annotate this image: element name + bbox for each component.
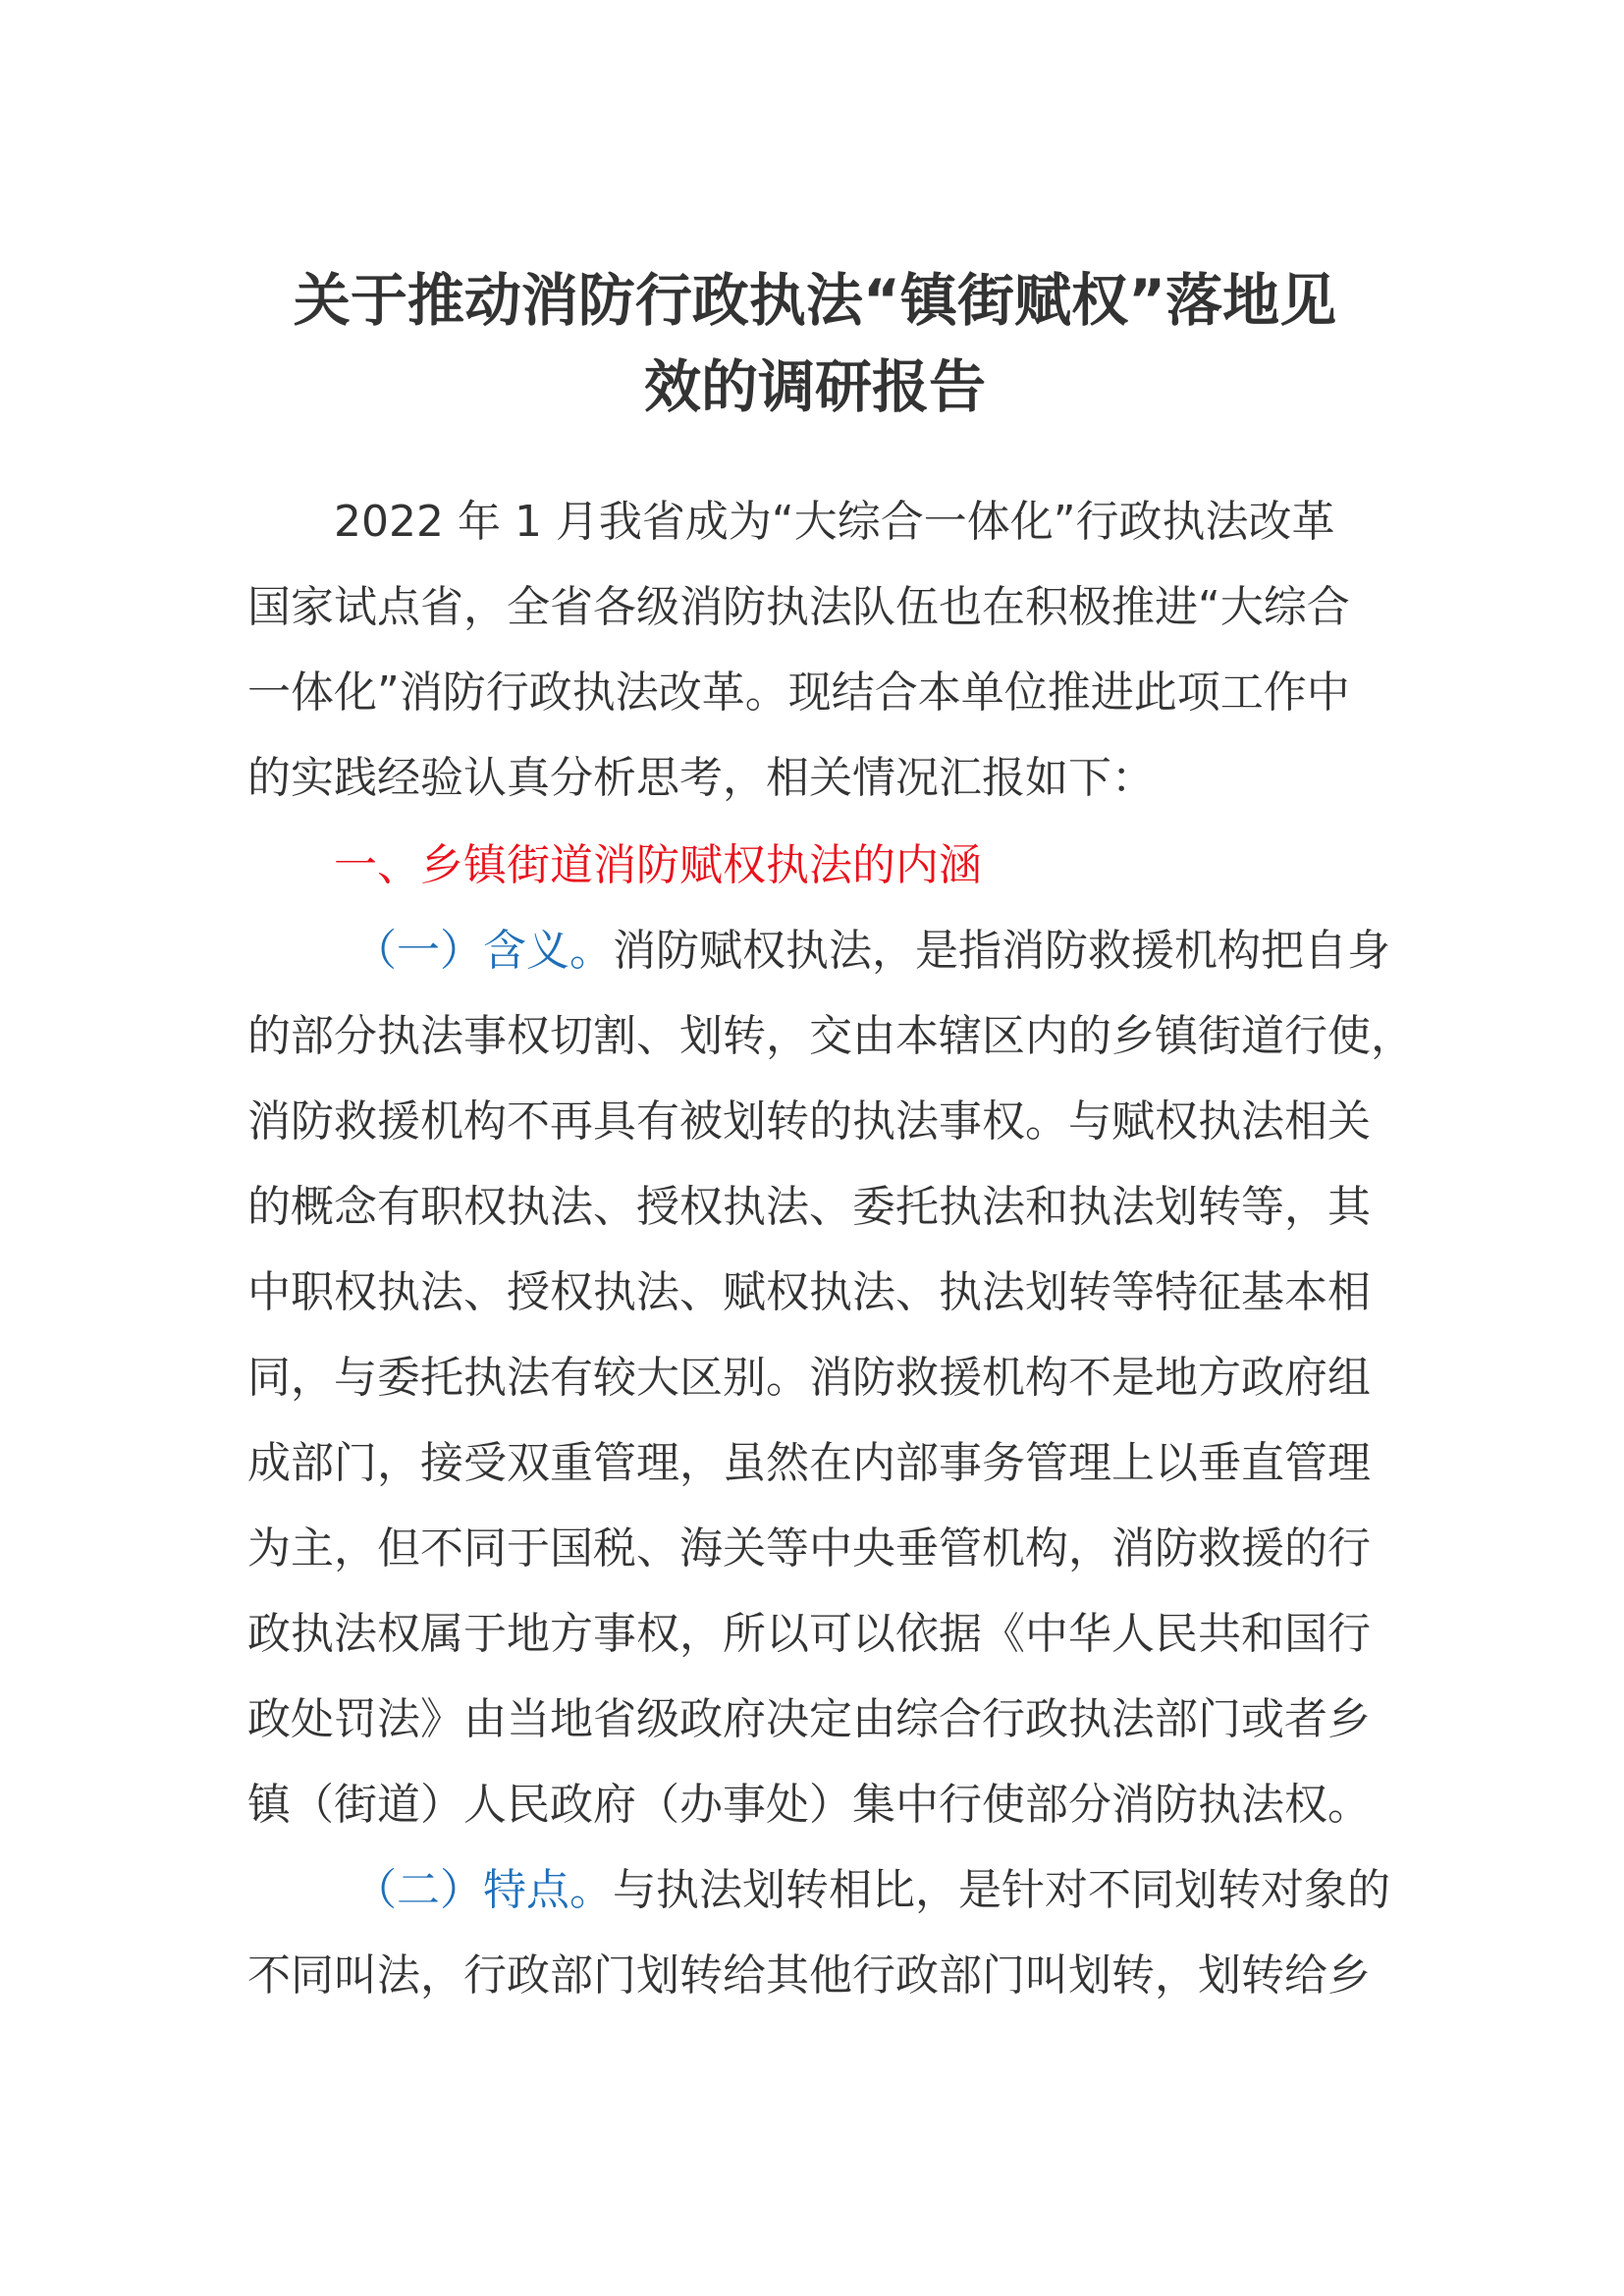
section-heading-1 xyxy=(247,823,1377,908)
document-title xyxy=(245,257,1384,430)
definition-paragraph xyxy=(247,908,1414,1847)
features-line: 不同叫法，行政部门划转给其他行政部门叫划转，划转给乡 xyxy=(247,1950,1371,2001)
section-heading-text: 一、乡镇街道消防赋权执法的内涵 xyxy=(334,840,982,890)
intro-paragraph xyxy=(247,479,1377,821)
definition-line: 的概念有职权执法、授权执法、委托执法和执法划转等，其 xyxy=(247,1182,1371,1232)
features-first-line xyxy=(247,1847,1390,1933)
definition-line: 成部门，接受双重管理，虽然在内部事务管理上以垂直管理 xyxy=(247,1438,1371,1488)
definition-line: 镇（街道）人民政府（办事处）集中行使部分消防执法权。 xyxy=(247,1780,1371,1830)
intro-line: 国家试点省，全省各级消防执法队伍也在积极推进“大综合 xyxy=(247,582,1350,632)
intro-line: 的实践经验认真分析思考，相关情况汇报如下： xyxy=(247,753,1155,803)
definition-line: 为主，但不同于国税、海关等中央垂管机构，消防救援的行 xyxy=(247,1523,1371,1574)
definition-line: 政执法权属于地方事权，所以可以依据《中华人民共和国行 xyxy=(247,1609,1371,1659)
definition-line: 消防救援机构不再具有被划转的执法事权。与赋权执法相关 xyxy=(247,1096,1371,1147)
definition-first-text: 消防赋权执法，是指消防救援机构把自身 xyxy=(613,926,1390,976)
features-paragraph xyxy=(247,1847,1390,2018)
intro-line: 2022 年 1 月我省成为“大综合一体化”行政执法改革 xyxy=(334,497,1335,547)
definition-line: 政处罚法》由当地省级政府决定由综合行政执法部门或者乡 xyxy=(247,1694,1371,1744)
definition-line: 中职权执法、授权执法、赋权执法、执法划转等特征基本相 xyxy=(247,1267,1371,1317)
title-line-1: 关于推动消防行政执法“镇街赋权”落地见 xyxy=(293,267,1337,334)
title-line-2: 效的调研报告 xyxy=(643,353,986,420)
features-first-text: 与执法划转相比，是针对不同划转对象的 xyxy=(613,1865,1390,1915)
intro-line: 一体化”消防行政执法改革。现结合本单位推进此项工作中 xyxy=(247,667,1350,718)
definition-line: 的部分执法事权切割、划转，交由本辖区内的乡镇街道行使， xyxy=(247,1011,1414,1061)
definition-line: 同，与委托执法有较大区别。消防救援机构不是地方政府组 xyxy=(247,1353,1371,1403)
features-label: （二）特点。 xyxy=(353,1865,613,1915)
definition-first-line xyxy=(247,908,1390,993)
definition-label: （一）含义。 xyxy=(353,926,613,976)
